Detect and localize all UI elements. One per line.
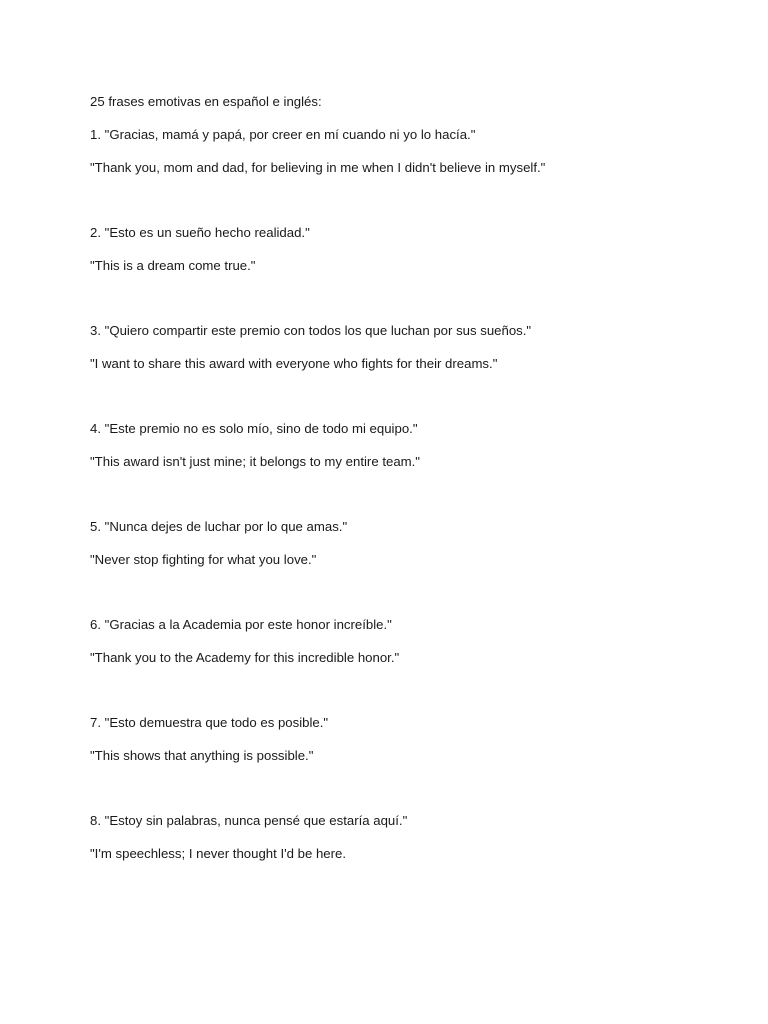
phrase-english: "This shows that anything is possible." <box>90 748 314 763</box>
phrase-block-4 <box>90 419 730 472</box>
phrase-english: "Thank you, mom and dad, for believing in me when I didn't believe in myself." <box>90 160 546 175</box>
phrase-spanish: 7. "Esto demuestra que todo es posible." <box>90 715 329 730</box>
phrase-block-8 <box>90 811 730 864</box>
phrase-spanish: 2. "Esto es un sueño hecho realidad." <box>90 225 310 240</box>
phrase-block-6 <box>90 615 730 668</box>
phrase-spanish: 4. "Este premio no es solo mío, sino de todo mi equipo." <box>90 421 418 436</box>
phrase-block-2 <box>90 223 730 276</box>
document-title: 25 frases emotivas en español e inglés: <box>90 94 322 109</box>
phrase-block-5 <box>90 517 730 570</box>
document-body <box>90 92 730 909</box>
phrase-block-3 <box>90 321 730 374</box>
phrase-spanish: 3. "Quiero compartir este premio con todos los que luchan por sus sueños." <box>90 323 532 338</box>
phrase-spanish: 6. "Gracias a la Academia por este honor increíble." <box>90 617 392 632</box>
phrase-english: "Never stop fighting for what you love." <box>90 552 317 567</box>
phrase-block-1 <box>90 125 730 178</box>
phrase-spanish: 8. "Estoy sin palabras, nunca pensé que estaría aquí." <box>90 813 408 828</box>
phrase-block-7 <box>90 713 730 766</box>
phrase-english: "This award isn't just mine; it belongs to my entire team." <box>90 454 420 469</box>
phrase-english: "I'm speechless; I never thought I'd be here. <box>90 846 347 861</box>
phrase-english: "Thank you to the Academy for this incredible honor." <box>90 650 400 665</box>
phrase-spanish: 5. "Nunca dejes de luchar por lo que amas." <box>90 519 348 534</box>
phrase-english: "I want to share this award with everyone who fights for their dreams." <box>90 356 498 371</box>
phrase-english: "This is a dream come true." <box>90 258 256 273</box>
phrase-spanish: 1. "Gracias, mamá y papá, por creer en mí cuando ni yo lo hacía." <box>90 127 476 142</box>
